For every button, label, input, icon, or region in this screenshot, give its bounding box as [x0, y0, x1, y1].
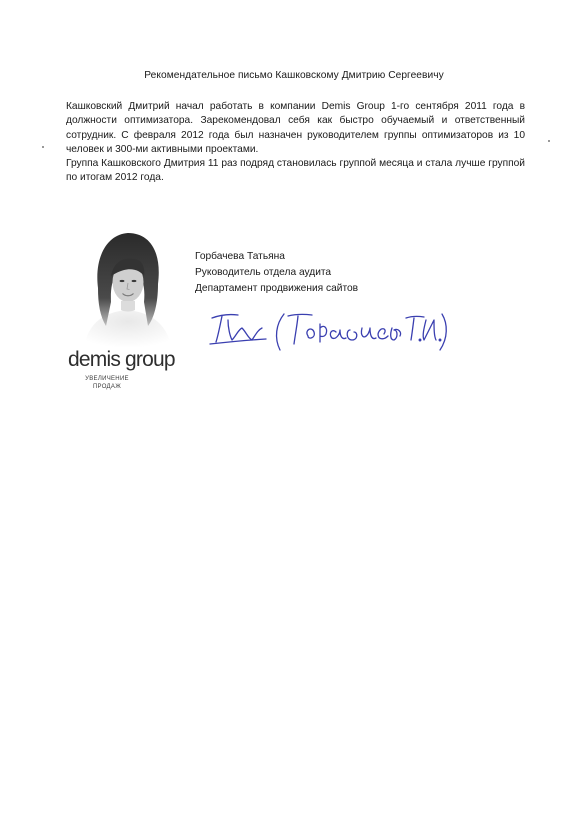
letter-paragraph-2: Группа Кашковского Дмитрия 11 раз подряд становилась группой месяца и стала лучше группой по итогам 2012 года. — [66, 158, 525, 184]
signatory-block — [195, 249, 358, 297]
letter-paragraph-1: Кашковский Дмитрий начал работать в компании Demis Group 1-го сентября 2011 года в должности оптимизатора. Зарекомендовал себя как быстро обучаемый и ответственный сотрудник. С февраля 2012 года был назначен руководителем группы оптимизаторов из 10 человек и 300-ми активными проектами. — [66, 101, 525, 155]
company-logo — [68, 348, 188, 390]
portrait-photo — [78, 226, 176, 348]
logo-tagline-line-2: ПРОДАЖ — [92, 383, 122, 390]
logo-tagline — [84, 376, 130, 391]
signatory-department: Департамент продвижения сайтов — [195, 283, 359, 294]
handwritten-signature — [208, 306, 448, 356]
logo-tagline-line-1: УВЕЛИЧЕНИЕ — [85, 376, 129, 382]
signatory-name: Горбачева Татьяна — [195, 251, 285, 262]
scan-speck — [42, 146, 44, 148]
logo-wordmark: demis group — [68, 348, 175, 371]
letter-body — [66, 100, 525, 186]
letter-title: Рекомендательное письмо Кашковскому Дмитрию Сергеевичу — [144, 70, 444, 81]
signatory-position: Руководитель отдела аудита — [195, 267, 332, 278]
scan-speck — [548, 140, 550, 142]
